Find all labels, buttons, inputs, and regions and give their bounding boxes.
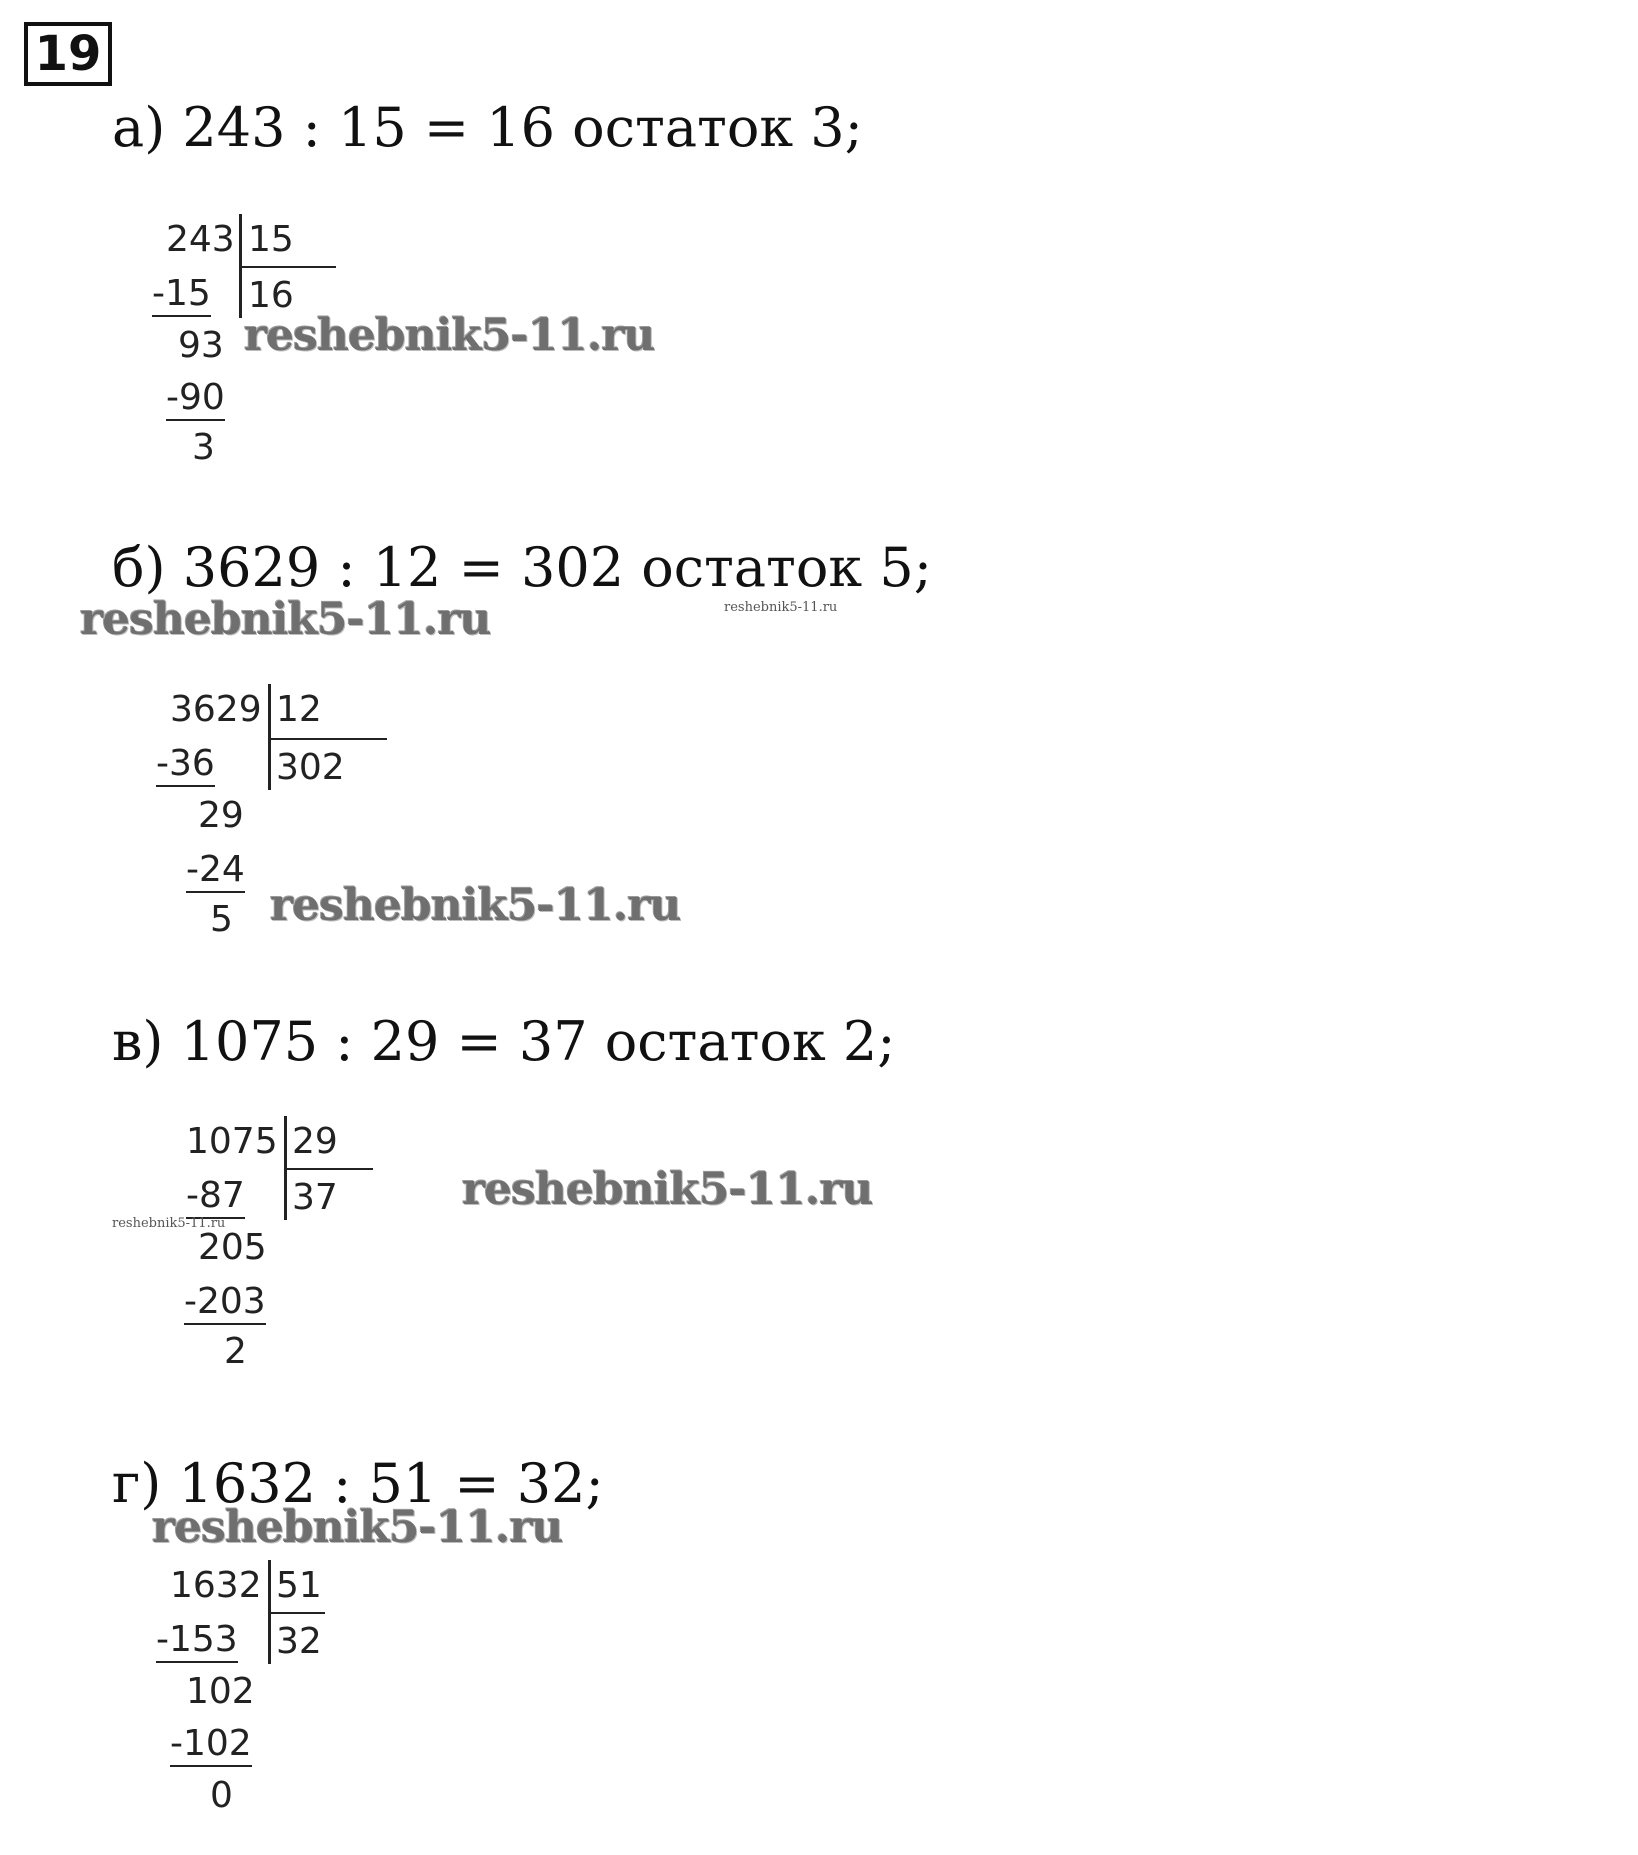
step-remainder-1: 102 <box>186 1671 255 1712</box>
step-subtract-2: -90 <box>166 378 225 421</box>
division-bar <box>268 684 271 790</box>
final-remainder: 5 <box>210 899 233 940</box>
quotient: 37 <box>292 1177 338 1218</box>
exercise-number-box: 19 <box>24 22 112 86</box>
quotient: 32 <box>276 1621 322 1662</box>
divisor: 15 <box>248 219 294 260</box>
dividend: 1632 <box>170 1565 262 1606</box>
watermark: reshebnik5-11.ru <box>152 1502 563 1553</box>
divisor: 51 <box>276 1565 322 1606</box>
divisor: 12 <box>276 689 322 730</box>
step-remainder-1: 93 <box>178 325 224 366</box>
quotient: 16 <box>248 275 294 316</box>
step-remainder-1: 205 <box>198 1227 267 1268</box>
dividend: 243 <box>166 219 235 260</box>
final-remainder: 3 <box>192 427 215 468</box>
quotient: 302 <box>276 747 345 788</box>
step-remainder-1: 29 <box>198 795 244 836</box>
divisor: 29 <box>292 1121 338 1162</box>
divisor-underline <box>269 738 387 740</box>
watermark: reshebnik5-11.ru <box>244 310 655 361</box>
step-subtract-2: -203 <box>184 1282 266 1325</box>
problem-b-heading: б) 3629 : 12 = 302 остаток 5; <box>112 536 932 599</box>
dividend: 3629 <box>170 689 262 730</box>
step-subtract-1: -87 <box>186 1176 245 1219</box>
step-subtract-2: -24 <box>186 850 245 893</box>
step-subtract-1: -153 <box>156 1620 238 1663</box>
divisor-underline <box>285 1168 373 1170</box>
problem-a-heading: а) 243 : 15 = 16 остаток 3; <box>112 96 863 159</box>
final-remainder: 2 <box>224 1331 247 1372</box>
step-subtract-1: -15 <box>152 274 211 317</box>
problem-d-heading: г) 1632 : 51 = 32; <box>112 1452 604 1515</box>
watermark: reshebnik5-11.ru <box>80 594 491 645</box>
watermark-small: reshebnik5-11.ru <box>724 600 838 615</box>
problem-c-heading: в) 1075 : 29 = 37 остаток 2; <box>112 1010 896 1073</box>
watermark: reshebnik5-11.ru <box>270 880 681 931</box>
step-subtract-1: -36 <box>156 744 215 787</box>
divisor-underline <box>269 1612 325 1614</box>
divisor-underline <box>240 266 336 268</box>
dividend: 1075 <box>186 1121 278 1162</box>
watermark: reshebnik5-11.ru <box>462 1164 873 1215</box>
step-subtract-2: -102 <box>170 1724 252 1767</box>
watermark-small: reshebnik5-11.ru <box>112 1216 226 1231</box>
final-remainder: 0 <box>210 1775 233 1816</box>
